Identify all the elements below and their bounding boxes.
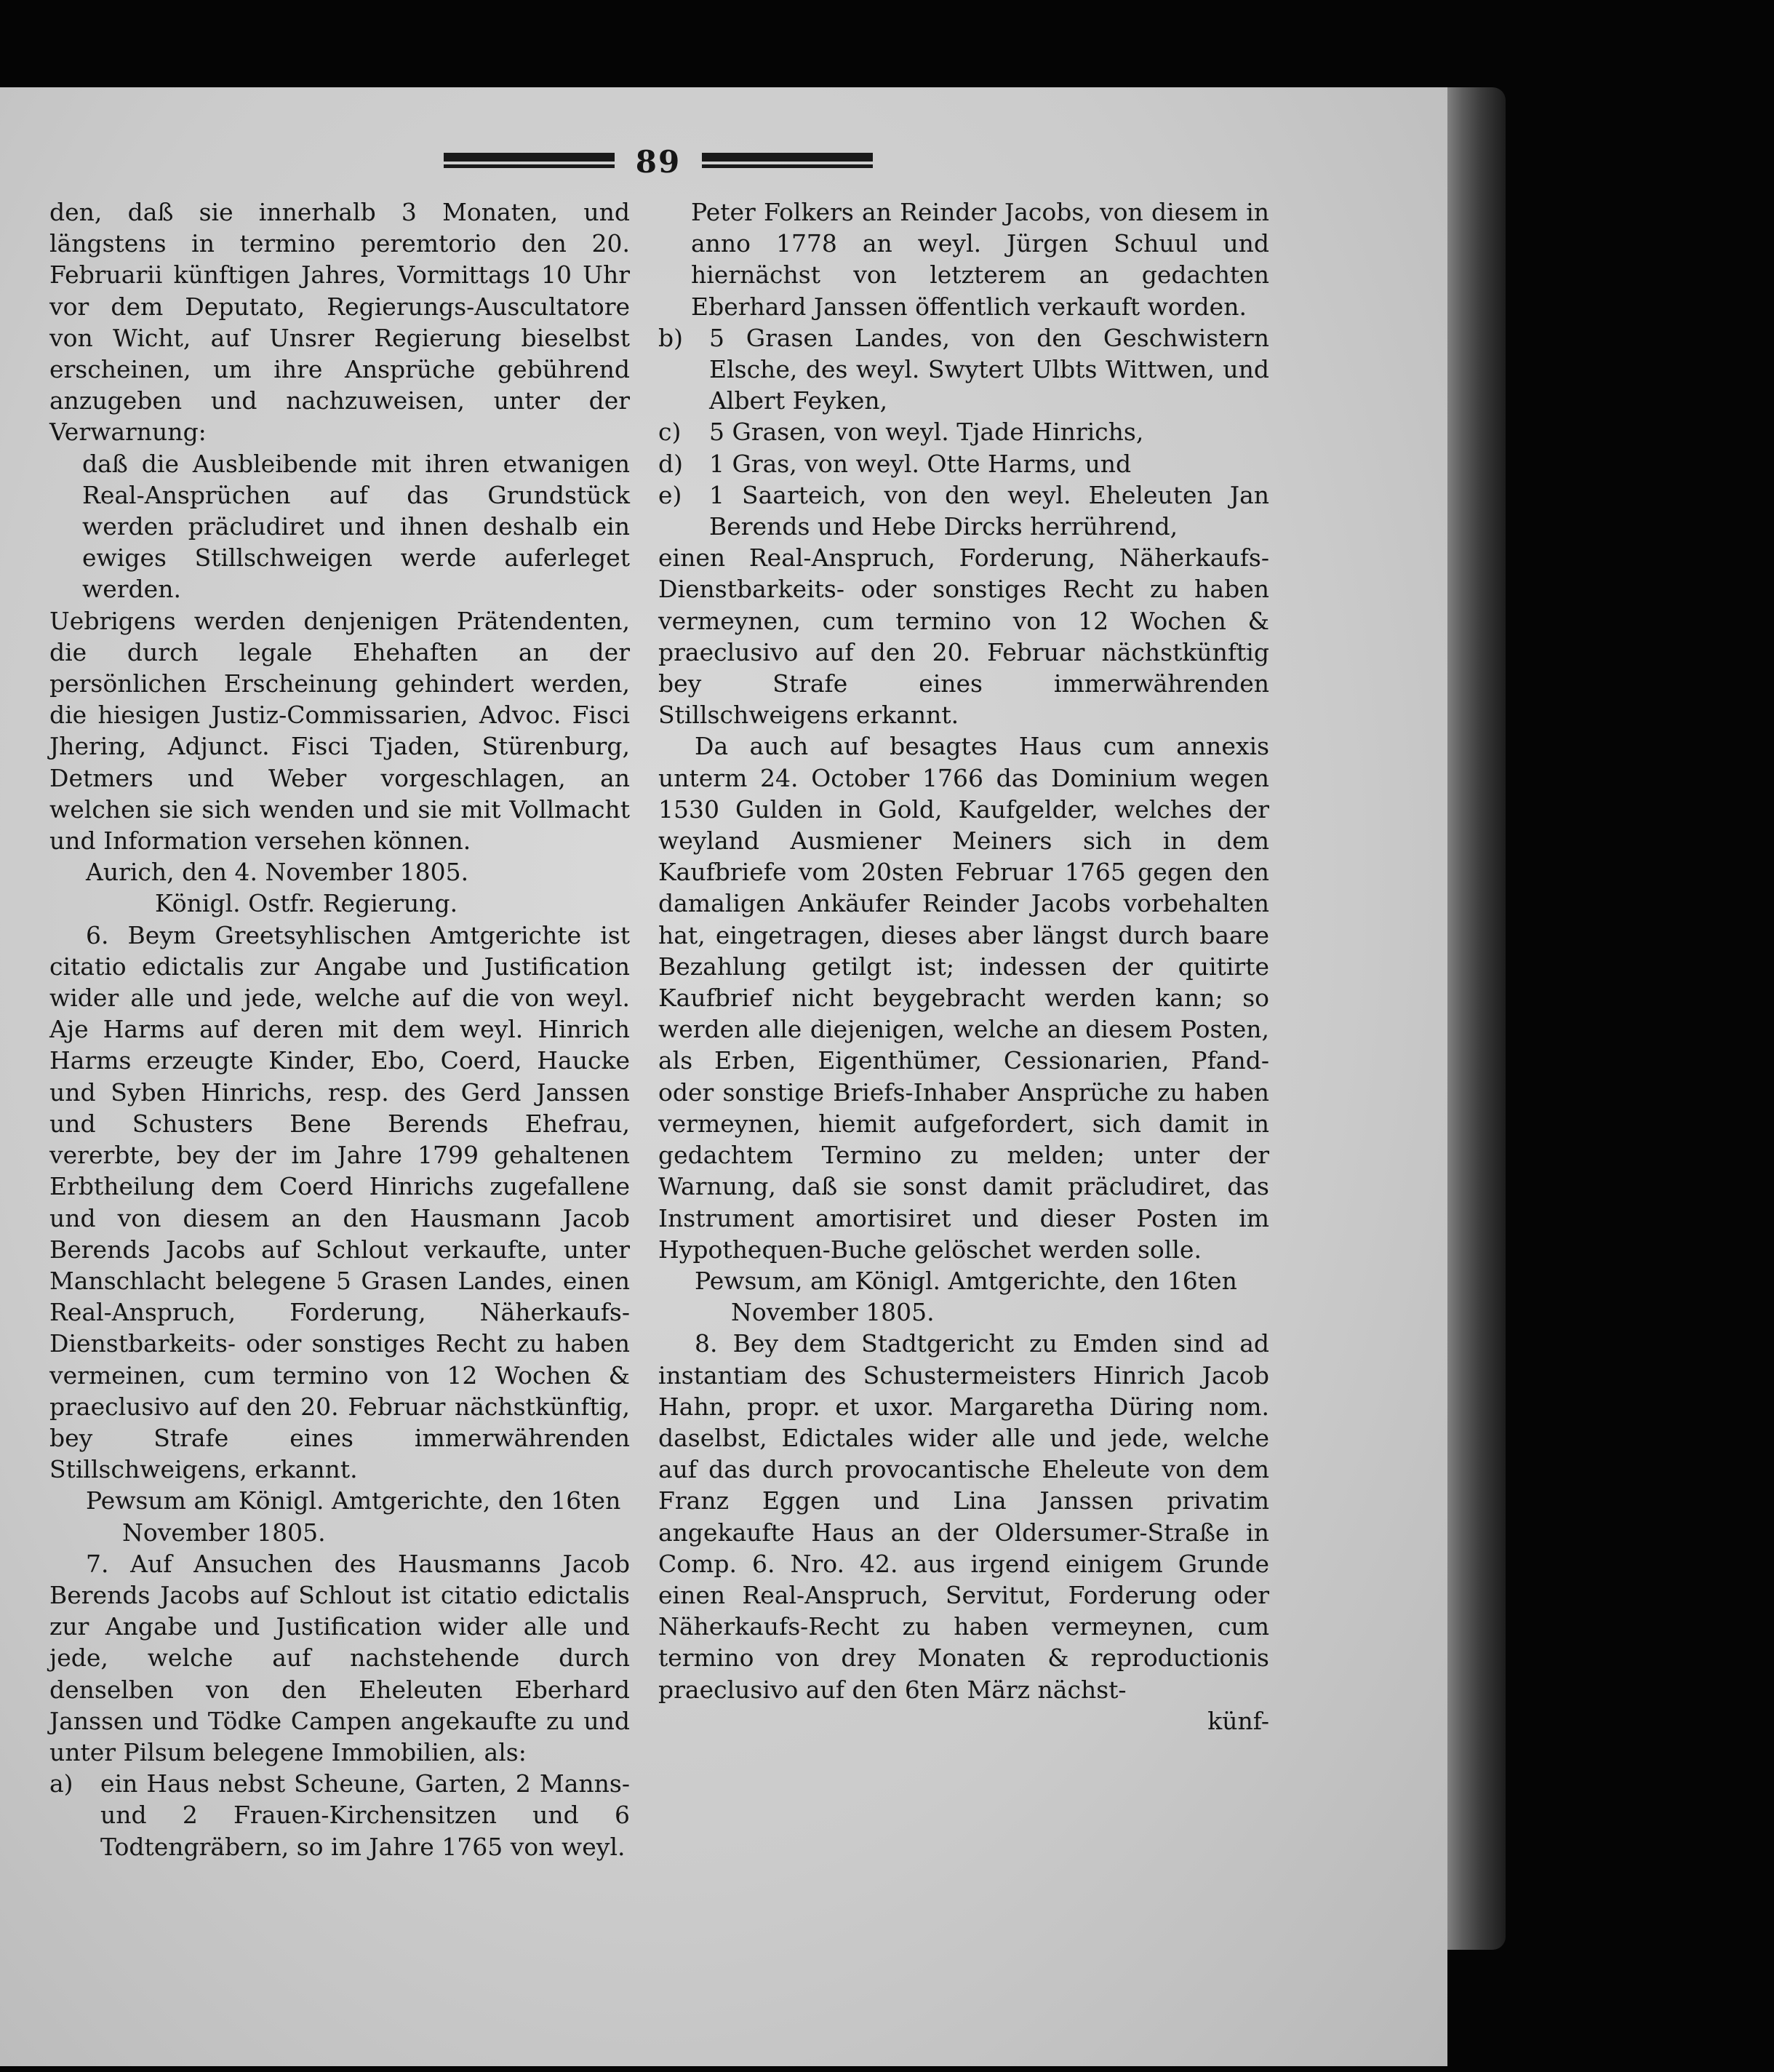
notice-6: 6. Beym Greetsyhlischen Amtgerichte ist citatio edictalis zur Angabe und Justification wider alle und jede, welche auf die von weyl. Aje Harms auf deren mit dem weyl. Hinrich Harms erzeugte Kinder, Ebo, Coerd, Haucke und Syben Hinrichs, resp. des Gerd Janssen und Schusters Bene Berends Ehefrau, vererbte, bey der im Jahre 1799 gehaltenen Erbtheilung dem Coerd Hinrichs zugefallene und von diesem an den Hausmann Jacob Berends Jacobs auf Schlout verkaufte, unter Manschlacht belegene 5 Grasen Landes, einen Real-Anspruch, Forderung, Näherkaufs-Dienstbarkeits- oder sonstiges Recht zu haben vermeinen, cum termino von 12 Wochen & praeclusivo auf den 20. Februar nächstkünftig, bey Strafe eines immerwährenden Stillschweigens, erkannt. [49, 920, 630, 1484]
notice-8: 8. Bey dem Stadtgericht zu Emden sind ad instantiam des Schustermeisters Hinrich Jacob Hahn, propr. et uxor. Margaretha Düring nom. daselbst, Edictales wider alle und jede, welche auf das durch provocantische Eheleute von dem Franz Eggen und Lina Janssen privatim angekaufte Haus an der Oldersumer-Straße in Comp. 6. Nro. 42. aus irgend einigem Grunde einen Real-Anspruch, Servitut, Forderung oder Näherkaufs-Recht zu haben vermeynen, cum termino von drey Monaten & reproductionis praeclusivo auf den 6ten März nächst- [658, 1329, 1269, 1704]
right-paragraph-2: einen Real-Anspruch, Forderung, Näherkaufs-Dienstbarkeits- oder sonstiges Recht zu haben vermeynen, cum termino von 12 Wochen & praeclusivo auf den 20. Februar nächstkünftig bey Strafe eines immerwährenden Stillschweigens erkannt. [658, 543, 1269, 730]
list-text-e: 1 Saarteich, von den weyl. Eheleuten Jan Berends und Hebe Dircks herrührend, [709, 480, 1269, 541]
place-date-aurich: Aurich, den 4. November 1805. [86, 858, 469, 887]
date-line-1: November 1805. [122, 1518, 326, 1547]
list-item-b [658, 322, 1269, 417]
date-line-2: November 1805. [731, 1298, 935, 1327]
page-number: 89 [635, 144, 682, 180]
catchword: künf- [1207, 1706, 1269, 1735]
right-column [658, 196, 1269, 1737]
place-date-pewsum-2: Pewsum, am Königl. Amtgerichte, den 16ten [695, 1266, 1237, 1295]
page-header [444, 144, 873, 180]
item-a-continuation: Peter Folkers an Reinder Jacobs, von diesem in anno 1778 an weyl. Jürgen Schuul und hiernächst von letzterem an gedachten Eberhard Janssen öffentlich verkauft worden. [691, 198, 1269, 321]
list-text-d: 1 Gras, von weyl. Otte Harms, und [709, 449, 1132, 478]
list-label-a: a) [49, 1769, 73, 1798]
left-paragraph-1: den, daß sie innerhalb 3 Monaten, und längstens in termino peremtorio den 20. Februarii künftigen Jahres, Vormittags 10 Uhr vor dem Deputato, Regierungs-Auscultatore von Wicht, auf Unsrer Regierung bieselbst erscheinen, um ihre Ansprüche gebührend anzugeben und nachzuweisen, unter der Verwarnung: [49, 198, 630, 447]
list-label-b: b) [658, 323, 683, 352]
list-item-d [658, 448, 1269, 479]
place-date-pewsum-1: Pewsum am Königl. Amtgerichte, den 16ten [86, 1486, 621, 1515]
list-item-e [658, 479, 1269, 542]
list-label-c: c) [658, 418, 682, 447]
header-rule-right [702, 153, 873, 169]
list-text-b: 5 Grasen Landes, von den Geschwistern Elsche, des weyl. Swytert Ulbts Wittwen, und Albert Feyken, [709, 323, 1269, 415]
list-item-c [658, 416, 1269, 447]
list-label-d: d) [658, 449, 683, 478]
book-page [0, 87, 1447, 2066]
list-text-a: ein Haus nebst Scheune, Garten, 2 Manns- und 2 Frauen-Kirchensitzen und 6 Todtengräbern, so im Jahre 1765 von weyl. [100, 1769, 630, 1861]
list-text-c: 5 Grasen, von weyl. Tjade Hinrichs, [709, 418, 1144, 447]
left-column [49, 196, 630, 1862]
signature-regierung: Königl. Ostfr. Regierung. [155, 889, 458, 918]
right-paragraph-3: Da auch auf besagtes Haus cum annexis unterm 24. October 1766 das Dominium wegen 1530 Gulden in Gold, Kaufgelder, welches der weyland Ausmiener Meiners sich in dem Kaufbriefe vom 20sten Februar 1765 gegen den damaligen Ankäufer Reinder Jacobs vorbehalten hat, eingetragen, dieses aber längst durch baare Bezahlung getilgt ist; indessen der quitirte Kaufbrief nicht beygebracht werden kann; so werden alle diejenigen, welche an diesem Posten, als Erben, Eigenthümer, Cessionarien, Pfand- oder sonstige Briefs-Inhaber Ansprüche zu haben vermeynen, hiemit aufgefordert, sich damit in gedachtem Termino zu melden; unter der Warnung, daß sie sonst damit präcludiret, das Instrument amortisiret und dieser Posten im Hypothequen-Buche gelöschet werden solle. [658, 732, 1269, 1264]
left-paragraph-3: Uebrigens werden denjenigen Prätendenten, die durch legale Ehehaften an der persönlichen Erscheinung gehindert werden, die hiesigen Justiz-Commissarien, Advoc. Fisci Jhering, Adjunct. Fisci Tjaden, Stürenburg, Detmers und Weber vorgeschlagen, an welchen sie sich wenden und sie mit Vollmacht und Information versehen können. [49, 606, 630, 856]
warning-clause: daß die Ausbleibende mit ihren etwanigen Real-Ansprüchen auf das Grundstück werden präcludiret und ihnen deshalb ein ewiges Stillschweigen werde auferleget werden. [82, 449, 630, 604]
list-item-a [49, 1768, 630, 1862]
list-label-e: e) [658, 480, 682, 509]
notice-7: 7. Auf Ansuchen des Hausmanns Jacob Berends Jacobs auf Schlout ist citatio edictalis zur Angabe und Justification wider alle und jede, welche auf nachstehende durch denselben von den Eheleuten Eberhard Janssen und Tödke Campen angekaufte zu und unter Pilsum belegene Immobilien, als: [49, 1549, 630, 1766]
